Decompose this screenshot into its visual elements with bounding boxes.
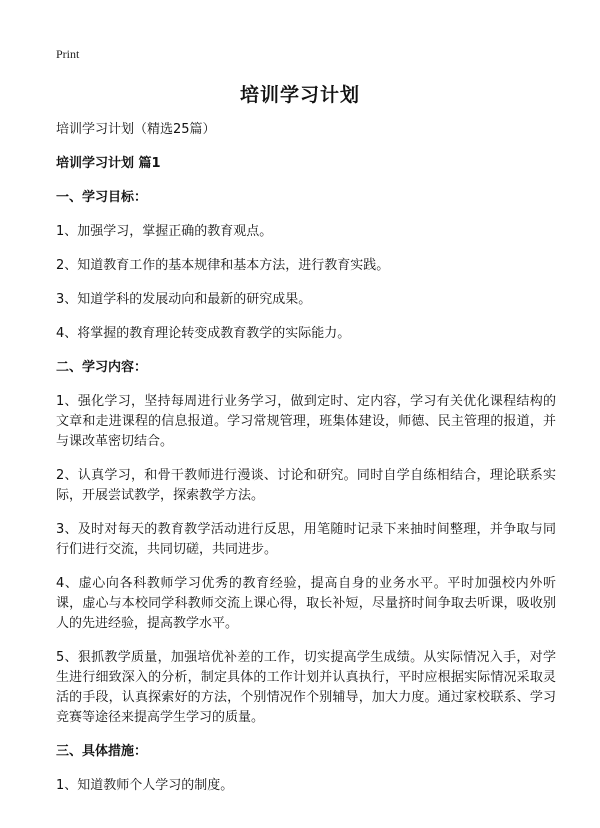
goal-item: 3、知道学科的发展动向和最新的研究成果。 <box>56 292 312 307</box>
document-title: 培训学习计划 <box>239 84 360 106</box>
measure-item: 1、知道教师个人学习的制度。 <box>56 778 234 793</box>
goal-item: 1、加强学习，掌握正确的教育观点。 <box>56 224 273 239</box>
document-subtitle: 培训学习计划（精选25篇） <box>56 122 216 137</box>
content-item: 2、认真学习，和骨干教师进行漫谈、讨论和研究。同时自学自练相结合，理论联系实际，开展尝试教学，探索教学方法。 <box>56 468 556 503</box>
section-heading-content: 二、学习内容： <box>56 360 148 375</box>
chapter-title: 培训学习计划 篇1 <box>56 156 161 171</box>
content-item: 3、及时对每天的教育教学活动进行反思，用笔随时记录下来抽时间整理，并争取与同行们进行交流，共同切磋，共同进步。 <box>56 522 556 557</box>
goal-item: 4、将掌握的教育理论转变成教育教学的实际能力。 <box>56 326 351 341</box>
content-item: 1、强化学习，坚持每周进行业务学习，做到定时、定内容，学习有关优化课程结构的文章和走进课程的信息报道。学习常规管理，班集体建设，师德、民主管理的报道，并与课改革密切结合。 <box>56 394 556 449</box>
goal-item: 2、知道教育工作的基本规律和基本方法，进行教育实践。 <box>56 258 390 273</box>
content-item: 4、虚心向各科教师学习优秀的教育经验，提高自身的业务水平。平时加强校内外听课，虚心与本校同学科教师交流上课心得，取长补短，尽量挤时间争取去听课，吸收别人的先进经验，提高教学水平。 <box>56 576 556 631</box>
section-heading-goals: 一、学习目标： <box>56 190 148 205</box>
document-body <box>56 120 556 810</box>
print-label: Print <box>56 47 80 61</box>
section-heading-measures: 三、具体措施： <box>56 744 148 759</box>
content-item: 5、狠抓教学质量，加强培优补差的工作，切实提高学生成绩。从实际情况入手，对学生进行细致深入的分析，制定具体的工作计划并认真执行，平时应根据实际情况采取灵活的手段，认真探索好的方法，个别情况作个别辅导，加大力度。通过家校联系、学习竞赛等途径来提高学生学习的质量。 <box>56 650 556 725</box>
